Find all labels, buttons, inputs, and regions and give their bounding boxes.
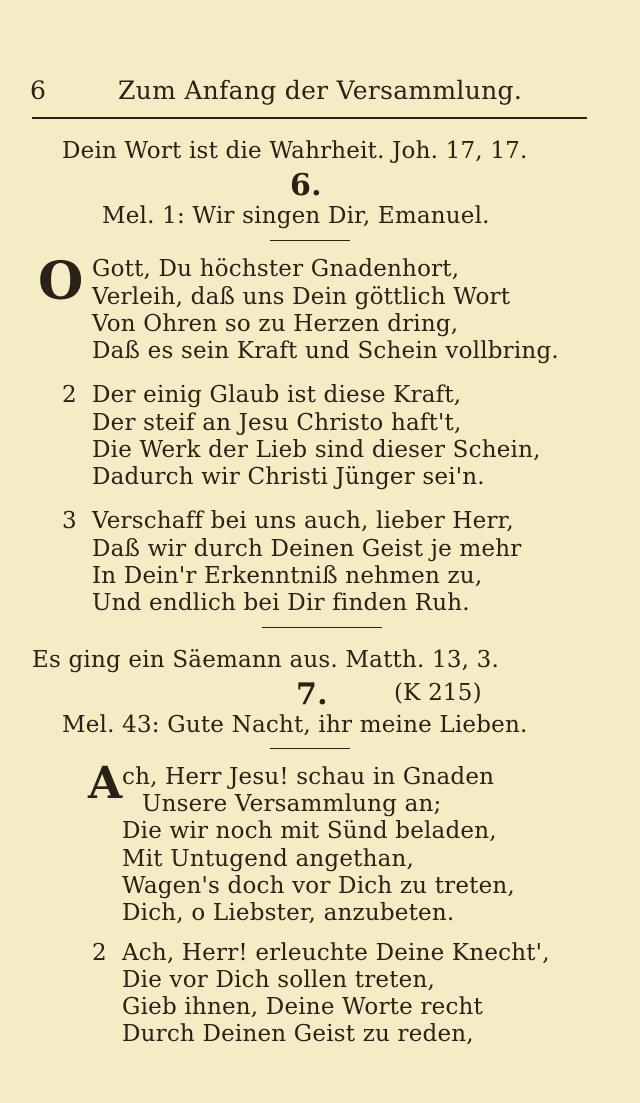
hymn7-verse1-line6: Dich, o Liebster, anzubeten. [122,900,455,926]
hymn6-verse1-line4: Daß es sein Kraft und Schein vollbring. [92,338,559,364]
hymn6-verse1-line3: Von Ohren so zu Herzen dring, [92,311,459,337]
hymn7-verse1-line2: Unsere Versammlung an; [142,791,442,817]
hymn6-verse1-line2: Verleih, daß uns Dein göttlich Wort [92,284,511,310]
hymn7-verse1-line5: Wagen's doch vor Dich zu treten, [122,873,515,899]
hymn7-verse2-line1: Ach, Herr! erleuchte Deine Knecht', [122,940,550,966]
hymn7-verse1-line1: ch, Herr Jesu! schau in Gnaden [122,764,495,790]
hymn6-verse2-line3: Die Werk der Lieb sind dieser Schein, [92,437,541,463]
hymn7-melody: Mel. 43: Gute Nacht, ihr meine Lieben. [62,712,528,738]
hymn7-divider [270,748,350,749]
hymn7-verse2-line4: Durch Deinen Geist zu reden, [122,1021,474,1047]
hymn6-scripture: Dein Wort ist die Wahrheit. Joh. 17, 17. [62,138,528,164]
hymn7-scripture: Es ging ein Säemann aus. Matth. 13, 3. [32,647,500,673]
page-header [30,76,590,112]
section-divider [262,627,382,628]
hymn7-verse2-line3: Gieb ihnen, Deine Worte recht [122,994,483,1020]
hymn6-dropcap: O [38,251,84,312]
hymn6-verse2-number: 2 [62,382,77,408]
hymn7-verse2-line2: Die vor Dich sollen treten, [122,967,435,993]
hymn6-verse1-line1: Gott, Du höchster Gnadenhort, [92,256,460,282]
hymn6-verse3-line1: Verschaff bei uns auch, lieber Herr, [92,508,514,534]
hymn7-reference: (K 215) [394,680,482,706]
page-number: 6 [30,76,46,105]
hymn6-verse3-line2: Daß wir durch Deinen Geist je mehr [92,536,522,562]
hymn6-divider [270,240,350,241]
hymn6-verse3-number: 3 [62,508,77,534]
hymn6-number: 6. [290,168,322,203]
hymn6-melody: Mel. 1: Wir singen Dir, Emanuel. [102,203,490,229]
running-title: Zum Anfang der Versammlung. [118,76,523,105]
hymn6-verse2-line4: Dadurch wir Christi Jünger sei'n. [92,464,485,490]
header-rule [32,117,587,119]
hymn7-verse1-line3: Die wir noch mit Sünd beladen, [122,818,497,844]
hymn7-number: 7. [296,677,328,712]
hymn6-verse2-line2: Der steif an Jesu Christo haft't, [92,410,462,436]
hymn7-verse1-line4: Mit Untugend angethan, [122,846,415,872]
hymn6-verse2-line1: Der einig Glaub ist diese Kraft, [92,382,462,408]
hymn6-verse3-line3: In Dein'r Erkenntniß nehmen zu, [92,563,483,589]
hymn7-verse2-number: 2 [92,940,107,966]
hymn6-verse3-line4: Und endlich bei Dir finden Ruh. [92,590,470,616]
hymn7-dropcap: A [88,758,123,809]
